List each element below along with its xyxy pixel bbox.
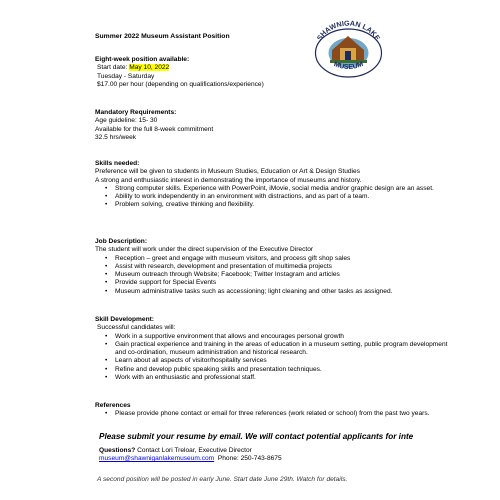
questions-line	[99, 447, 429, 455]
contact-line	[99, 455, 429, 463]
logo-top-text: SHAWNIGAN LAKE	[314, 20, 383, 43]
mandatory-heading: Mandatory Requirements:	[95, 109, 177, 116]
skills-list	[95, 185, 455, 210]
skills-list-item: • Ability to work independently in an environment with distractions, and as part of a team.	[95, 193, 455, 201]
mandatory-section	[95, 109, 455, 142]
eight-week-heading: Eight-week position available:	[95, 56, 190, 63]
development-intro: Successful candidates will:	[97, 324, 176, 332]
development-list-item: • Gain practical experience and training in the areas of education in a museum setting, public program development and co-ordination, museum administration and historical research.	[95, 341, 455, 358]
start-date-line	[95, 64, 455, 72]
job-list-item: • Provide support for Special Events	[95, 279, 455, 287]
references-list-item: • Please provide phone contact or email for three references (work related or school) from the past two years.	[95, 410, 455, 418]
questions-section	[99, 447, 429, 464]
job-heading: Job Description:	[95, 238, 148, 245]
mandatory-line: 32.5 hrs/week	[95, 133, 137, 141]
page-title: Summer 2022 Museum Assistant Position	[95, 33, 230, 40]
references-list	[95, 410, 455, 418]
pay-line: $17.00 per hour (depending on qualifications/experience)	[97, 80, 264, 88]
mandatory-line: Age guideline: 15- 30	[95, 117, 158, 125]
questions-contact: Contact Lori Treloar, Executive Director	[135, 447, 252, 454]
skills-intro-line: A strong and enthusiastic interest in demonstrating the importance of museums and history.	[95, 176, 362, 184]
questions-label: Questions?	[99, 447, 136, 454]
job-list-item: • Assist with research, development and presentation of multimedia projects	[95, 263, 455, 271]
job-list-item: • Museum outreach through Website; Facebook; Twitter Instagram and articles	[95, 271, 455, 279]
job-list-item: • Museum administrative tasks such as accessioning; light cleaning and other tasks as assigned.	[95, 288, 455, 296]
days-line: Tuesday - Saturday	[97, 72, 155, 80]
development-heading: Skill Development:	[95, 316, 154, 323]
skills-intro-line: Preference will be given to students in Museum Studies, Education or Art & Design Studies	[95, 168, 360, 176]
skills-heading: Skills needed:	[95, 160, 140, 167]
development-list-item: • Work in a supportive environment that allows and encourages personal growth	[95, 333, 455, 341]
job-list-item: • Reception – greet and engage with museum visitors, and process gift shop sales	[95, 255, 455, 263]
email-link[interactable]: museum@shawniganlakemuseum.com	[99, 455, 215, 463]
job-list	[95, 255, 455, 296]
skills-list-item: • Strong computer skills. Experience with PowerPoint, iMovie, social media and/or graphic design are an asset.	[95, 185, 455, 193]
eight-week-section	[95, 56, 455, 89]
start-date-value: May 10, 2022	[129, 64, 170, 72]
skills-list-item: • Problem solving, creative thinking and flexibility.	[95, 201, 455, 209]
development-list-item: • Work with an enthusiastic and professional staff.	[95, 374, 455, 382]
start-date-label: Start date:	[97, 64, 130, 72]
references-section	[95, 402, 455, 419]
development-list-item: • Refine and develop public speaking skills and presentation techniques.	[95, 366, 455, 374]
skills-section	[95, 160, 455, 210]
submit-notice: Please submit your resume by email. We will contact potential applicants for inte	[99, 432, 414, 441]
development-section	[95, 316, 455, 382]
job-intro: The student will work under the direct supervision of the Executive Director	[95, 246, 314, 254]
references-heading: References	[95, 402, 131, 409]
development-list	[95, 333, 455, 383]
job-section	[95, 238, 455, 296]
mandatory-line: Available for the full 8-week commitment	[95, 125, 214, 133]
footer-note: A second position will be posted in early June. Start date June 29th. Watch for details.	[97, 476, 348, 483]
logo-bottom-text: MUSEUM	[332, 60, 365, 72]
phone-text: Phone: 250-743-8675	[217, 455, 282, 463]
development-list-item: • Learn about all aspects of visitor/hospitality services	[95, 357, 455, 365]
